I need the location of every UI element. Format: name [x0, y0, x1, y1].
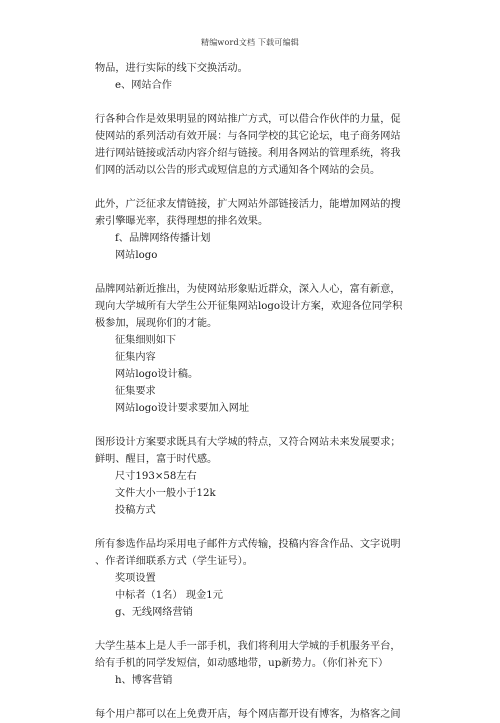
page-header: 精编word文档 下载可编辑	[201, 38, 299, 47]
text-line: 投稿方式	[115, 505, 156, 516]
text-line: 索引擎曝光率，获得理想的排名效果。	[95, 216, 269, 227]
text-line: 奖项设置	[115, 573, 156, 584]
text-line: 尺寸193×58左右	[115, 471, 197, 482]
text-line: f、品牌网络传播计划	[115, 233, 211, 244]
text-line: 此外，广泛征求友情链接，扩大网站外部链接活力，能增加网站的搜	[95, 199, 401, 210]
text-line: 极参加，展现你们的才能。	[95, 318, 218, 329]
text-line: e、网站合作	[115, 80, 172, 91]
text-line: 图形设计方案要求既具有大学城的特点，又符合网站未来发展要求；	[95, 437, 401, 448]
text-line: 、作者详细联系方式（学生证号）。	[95, 556, 253, 567]
text-line: 物品，进行实际的线下交换活动。	[95, 63, 248, 74]
text-line: 进行网站链接或活动内容介绍与链接。利用各网站的管理系统，将我	[95, 148, 401, 159]
text-line: g、无线网络营销	[115, 607, 193, 618]
text-line: 网站logo	[115, 250, 158, 261]
paragraph-gap	[95, 94, 410, 111]
text-line: 网站logo设计要求要加入网址	[115, 403, 250, 414]
paragraph-gap	[95, 179, 410, 196]
text-line: 征集细则如下	[115, 335, 177, 346]
text-line: 使网站的系列活动有效开展：与各同学校的其它论坛，电子商务网站	[95, 131, 401, 142]
text-line: 行各种合作是效果明显的网站推广方式，可以借合作伙伴的力量，促	[95, 114, 401, 125]
paragraph-gap	[95, 417, 410, 434]
text-line: 给有手机的同学发短信，如动感地带，up新势力。（你们补充下）	[95, 658, 389, 669]
paragraph-gap	[95, 689, 410, 706]
text-line: 现向大学城所有大学生公开征集网站logo设计方案，欢迎各位同学积	[95, 301, 403, 312]
text-line: 品牌网站新近推出，为使网站形象贴近群众，深入人心，富有新意，	[95, 284, 401, 295]
text-line: 大学生基本上是人手一部手机，我们将利用大学城的手机服务平台，	[95, 641, 401, 652]
text-line: 征集要求	[115, 386, 156, 397]
paragraph-gap	[95, 264, 410, 281]
text-line: 鲜明、醒目，富于时代感。	[95, 454, 218, 465]
paragraph-gap	[95, 519, 410, 536]
document-body	[95, 60, 410, 723]
text-line: 所有参选作品均采用电子邮件方式传输，投稿内容含作品、文字说明	[95, 539, 401, 550]
text-line: 每个用户都可以在上免费开店，每个网店都开设有博客，为格客之间	[95, 709, 401, 720]
text-line: 中标者（1名） 现金1元	[115, 590, 223, 601]
text-line: h、博客营销	[115, 675, 173, 686]
text-line: 文件大小一般小于12k	[115, 488, 216, 499]
text-line: 网站logo设计稿。	[115, 369, 199, 380]
text-line: 们网的活动以公告的形式或短信息的方式通知各个网站的会员。	[95, 165, 381, 176]
paragraph-gap	[95, 621, 410, 638]
text-line: 征集内容	[115, 352, 156, 363]
